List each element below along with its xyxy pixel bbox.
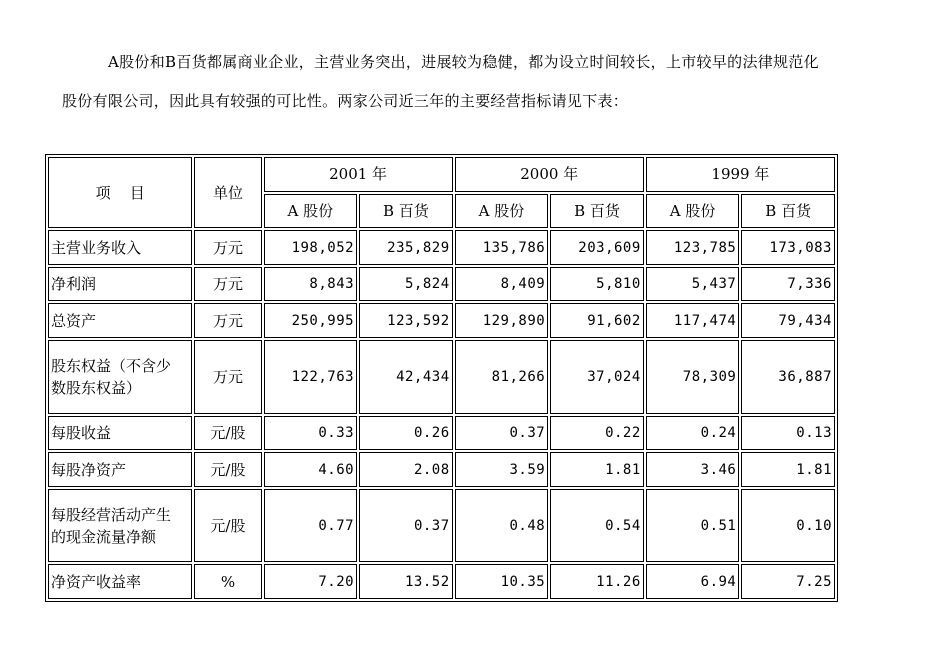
table-cell: 235,829: [359, 230, 453, 265]
table-cell: 122,763: [264, 340, 358, 414]
header-company: A 股份: [264, 194, 358, 229]
row-item-label: 每股收益: [48, 416, 192, 451]
table-cell: 3.59: [455, 452, 549, 487]
row-item-label-line-2: 的现金流量净额: [51, 527, 157, 546]
row-unit: 万元: [194, 267, 261, 302]
intro-paragraph-line-2: 股份有限公司，因此具有较强的可比性。两家公司近三年的主要经营指标请见下表：: [62, 92, 629, 110]
row-unit: 元/股: [194, 416, 261, 451]
table-cell: 1.81: [741, 452, 835, 487]
table-cell: 36,887: [741, 340, 835, 414]
table-cell: 0.37: [359, 489, 453, 563]
table-cell: 123,785: [646, 230, 740, 265]
table-cell: 79,434: [741, 303, 835, 338]
table-cell: 5,437: [646, 267, 740, 302]
table-cell: 0.37: [455, 416, 549, 451]
header-year-2001: 2001 年: [264, 157, 453, 192]
table-cell: 5,824: [359, 267, 453, 302]
header-company: A 股份: [455, 194, 549, 229]
table-cell: 0.26: [359, 416, 453, 451]
table-cell: 7.25: [741, 564, 835, 599]
table-cell: 135,786: [455, 230, 549, 265]
table-cell: 81,266: [455, 340, 549, 414]
header-unit: 单位: [194, 157, 261, 228]
table-cell: 3.46: [646, 452, 740, 487]
row-unit: 万元: [194, 340, 261, 414]
row-item-label-line-1: 股东权益（不含少: [51, 356, 172, 375]
header-year-1999: 1999 年: [646, 157, 835, 192]
table-cell: 0.77: [264, 489, 358, 563]
row-unit: 元/股: [194, 452, 261, 487]
intro-paragraph-line-1: A股份和B百货都属商业企业，主营业务突出，进展较为稳健，都为设立时间较长，上市较早的法律规范化: [108, 53, 819, 71]
header-row-years: [48, 157, 835, 192]
table-row: [48, 340, 835, 414]
table-cell: 0.13: [741, 416, 835, 451]
table-row: [48, 303, 835, 338]
header-item: 项 目: [48, 157, 192, 228]
row-unit: 万元: [194, 230, 261, 265]
table-cell: 0.33: [264, 416, 358, 451]
header-company: B 百货: [550, 194, 644, 229]
table-cell: 0.24: [646, 416, 740, 451]
table-cell: 78,309: [646, 340, 740, 414]
row-item-label: 每股净资产: [48, 452, 192, 487]
table-cell: 37,024: [550, 340, 644, 414]
table-cell: 91,602: [550, 303, 644, 338]
table-cell: 13.52: [359, 564, 453, 599]
table-row: [48, 230, 835, 265]
table-cell: 8,843: [264, 267, 358, 302]
table-cell: 2.08: [359, 452, 453, 487]
table-cell: 7.20: [264, 564, 358, 599]
table-row: [48, 489, 835, 563]
table-cell: 123,592: [359, 303, 453, 338]
table-cell: 0.51: [646, 489, 740, 563]
table-row: [48, 267, 835, 302]
table-cell: 250,995: [264, 303, 358, 338]
table-cell: 0.48: [455, 489, 549, 563]
table-cell: 203,609: [550, 230, 644, 265]
row-item-label-line-2: 数股东权益）: [51, 378, 142, 397]
row-item-label: [48, 489, 192, 563]
row-item-label: 主营业务收入: [48, 230, 192, 265]
table-cell: 129,890: [455, 303, 549, 338]
table-cell: 117,474: [646, 303, 740, 338]
table-cell: 0.10: [741, 489, 835, 563]
header-company: A 股份: [646, 194, 740, 229]
table-cell: 1.81: [550, 452, 644, 487]
table-cell: 6.94: [646, 564, 740, 599]
header-year-2000: 2000 年: [455, 157, 644, 192]
row-item-label: 净资产收益率: [48, 564, 192, 599]
row-item-label: [48, 340, 192, 414]
table-cell: 0.22: [550, 416, 644, 451]
table-row: [48, 416, 835, 451]
table-cell: 0.54: [550, 489, 644, 563]
indicator-table: [45, 154, 838, 602]
table-cell: 173,083: [741, 230, 835, 265]
header-company: B 百货: [359, 194, 453, 229]
table-row: [48, 564, 835, 599]
table-cell: 5,810: [550, 267, 644, 302]
table-cell: 42,434: [359, 340, 453, 414]
row-item-label: 净利润: [48, 267, 192, 302]
table-cell: 10.35: [455, 564, 549, 599]
row-unit: 元/股: [194, 489, 261, 563]
table-row: [48, 452, 835, 487]
row-unit: 万元: [194, 303, 261, 338]
indicator-table-container: [45, 154, 838, 602]
header-company: B 百货: [741, 194, 835, 229]
table-cell: 198,052: [264, 230, 358, 265]
row-unit: %: [194, 564, 261, 599]
row-item-label-line-1: 每股经营活动产生: [51, 505, 172, 524]
table-cell: 11.26: [550, 564, 644, 599]
table-cell: 4.60: [264, 452, 358, 487]
row-item-label: 总资产: [48, 303, 192, 338]
table-cell: 8,409: [455, 267, 549, 302]
table-cell: 7,336: [741, 267, 835, 302]
